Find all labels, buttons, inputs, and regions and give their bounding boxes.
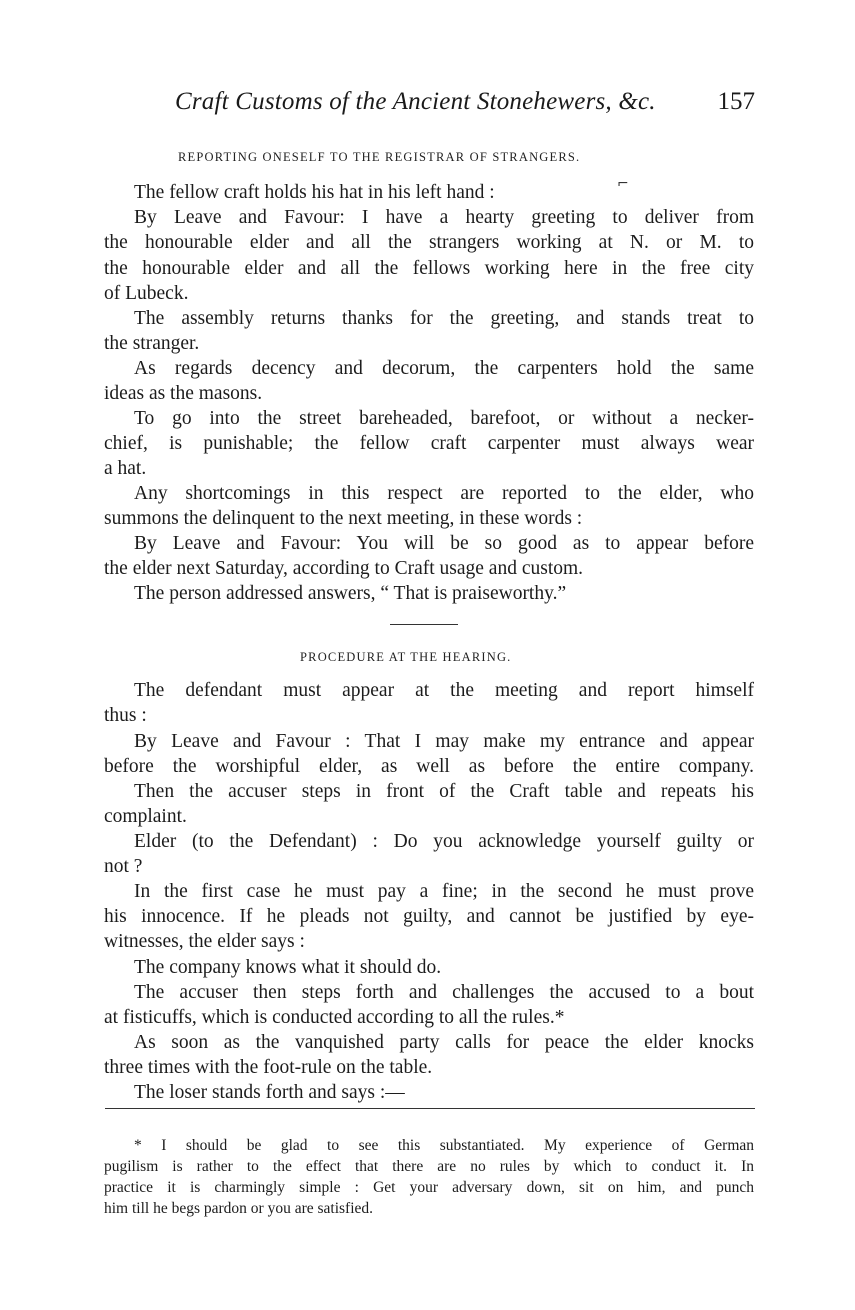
paragraph-line: the stranger.	[104, 333, 200, 354]
paragraph-line: witnesses, the elder says :	[104, 931, 305, 952]
footnote-divider	[105, 1108, 755, 1109]
paragraph-line: thus :	[104, 705, 147, 726]
page-header	[175, 88, 755, 124]
paragraph-line: As regards decency and decorum, the carpenters hold the same	[134, 358, 754, 379]
paragraph-line: The company knows what it should do.	[134, 957, 442, 978]
section-heading-registrar: REPORTING ONESELF TO THE REGISTRAR OF STRANGERS.	[178, 150, 581, 164]
paragraph-line: ideas as the masons.	[104, 383, 263, 404]
section-heading-hearing: PROCEDURE AT THE HEARING.	[300, 650, 512, 664]
paragraph-line: his innocence. If he pleads not guilty, and cannot be justified by eye-	[104, 906, 754, 927]
paragraph-line: The person addressed answers, “ That is praiseworthy.”	[134, 583, 567, 604]
footnote-line: him till he begs pardon or you are satisfied.	[104, 1200, 374, 1217]
paragraph-line: By Leave and Favour: You will be so good as to appear before	[134, 533, 754, 554]
paragraph-line: Any shortcomings in this respect are reported to the elder, who	[134, 483, 754, 504]
paragraph-line: of Lubeck.	[104, 283, 189, 304]
section-divider	[390, 624, 458, 625]
stray-mark: ⌐	[617, 176, 629, 192]
paragraph-line: the honourable elder and all the fellows working here in the free city	[104, 258, 754, 279]
running-title: Craft Customs of the Ancient Stonehewers, &c.	[175, 88, 656, 115]
paragraph-line: In the first case he must pay a fine; in the second he must prove	[134, 881, 754, 902]
paragraph-line: summons the delinquent to the next meeting, in these words :	[104, 508, 583, 529]
paragraph-line: To go into the street bareheaded, barefoot, or without a necker-	[134, 408, 754, 429]
page-number: 157	[717, 88, 755, 115]
paragraph-line: the elder next Saturday, according to Craft usage and custom.	[104, 558, 584, 579]
paragraph-line: The defendant must appear at the meeting and report himself	[134, 680, 754, 701]
paragraph-line: complaint.	[104, 806, 187, 827]
footnote-line: practice it is charmingly simple : Get your adversary down, sit on him, and punch	[104, 1179, 754, 1196]
paragraph-line: at fisticuffs, which is conducted according to all the rules.*	[104, 1007, 565, 1028]
paragraph-line: chief, is punishable; the fellow craft carpenter must always wear	[104, 433, 754, 454]
footnote-line: pugilism is rather to the effect that there are no rules by which to conduct it. In	[104, 1158, 754, 1175]
paragraph-line: a hat.	[104, 458, 147, 479]
paragraph-line: The accuser then steps forth and challenges the accused to a bout	[134, 982, 754, 1003]
paragraph-line: The fellow craft holds his hat in his left hand :	[134, 182, 495, 203]
paragraph-line: By Leave and Favour : That I may make my entrance and appear	[134, 731, 754, 752]
paragraph-line: Elder (to the Defendant) : Do you acknowledge yourself guilty or	[134, 831, 754, 852]
paragraph-line: Then the accuser steps in front of the Craft table and repeats his	[134, 781, 754, 802]
paragraph-line: The loser stands forth and says :—	[134, 1082, 405, 1103]
paragraph-line: The assembly returns thanks for the greeting, and stands treat to	[134, 308, 754, 329]
paragraph-line: the honourable elder and all the strangers working at N. or M. to	[104, 232, 754, 253]
paragraph-line: As soon as the vanquished party calls for peace the elder knocks	[134, 1032, 754, 1053]
paragraph-line: before the worshipful elder, as well as before the entire company.	[104, 756, 754, 777]
paragraph-line: not ?	[104, 856, 143, 877]
footnote-line: * I should be glad to see this substantiated. My experience of German	[134, 1137, 754, 1154]
paragraph-line: three times with the foot-rule on the table.	[104, 1057, 433, 1078]
paragraph-line: By Leave and Favour: I have a hearty greeting to deliver from	[134, 207, 754, 228]
